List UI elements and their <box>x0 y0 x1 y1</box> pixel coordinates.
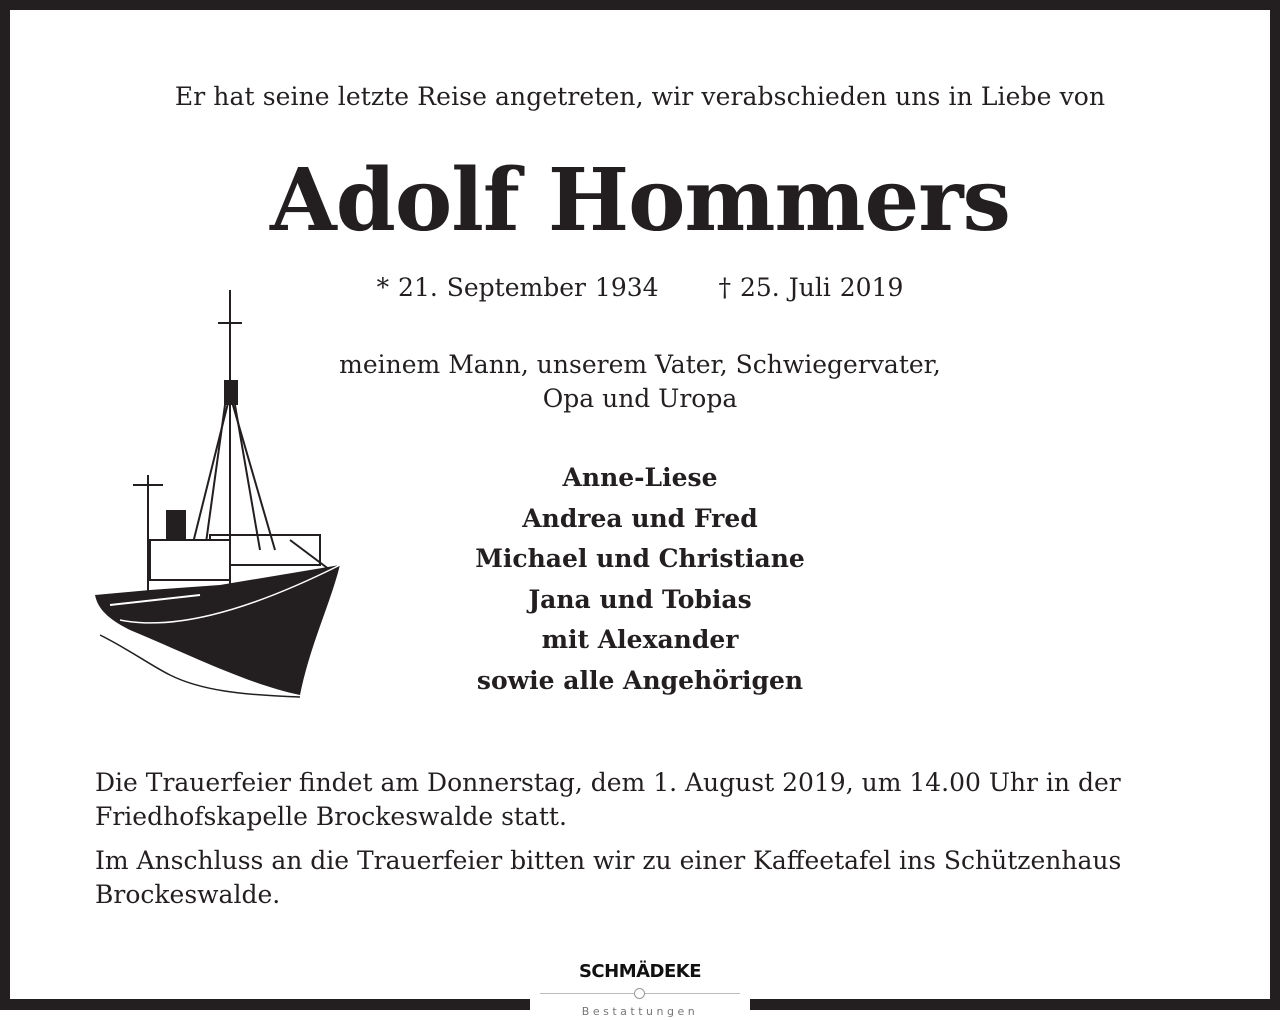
logo-company: SCHMÄDEKE <box>578 961 702 982</box>
mourner: mit Alexander <box>541 625 739 654</box>
frame-bottom-left <box>0 999 530 1010</box>
mourner: Jana und Tobias <box>528 584 752 614</box>
funeral-paragraph: Die Trauerfeier findet am Donnerstag, dem 1. August 2019, um 14.00 Uhr in der Friedhofskapelle Brockeswalde statt. <box>95 768 1121 831</box>
reception-paragraph: Im Anschluss an die Trauerfeier bitten wir zu einer Kaffeetafel ins Schützenhaus Brockeswalde. <box>95 846 1122 909</box>
mourner: sowie alle Angehörigen <box>476 665 804 695</box>
relation-line: meinem Mann, unserem Vater, Schwiegervater, <box>339 350 941 379</box>
deceased-name: Adolf Hommers <box>270 150 1010 251</box>
mourner: Michael und Christiane <box>475 544 805 573</box>
mourner: Andrea und Fred <box>522 503 758 533</box>
mourner: Anne-Liese <box>562 463 718 492</box>
logo-subtitle: Bestattungen <box>581 1005 699 1018</box>
ship-icon <box>90 285 360 705</box>
relation-line: Opa und Uropa <box>542 384 738 413</box>
funeral-home-logo <box>530 955 750 1020</box>
intro-text: Er hat seine letzte Reise angetreten, wir verabschieden uns in Liebe von <box>174 82 1106 111</box>
funeral-info <box>95 766 1205 922</box>
death-date: † 25. Juli 2019 <box>718 273 904 302</box>
birth-date: * 21. September 1934 <box>376 273 659 302</box>
ring-icon <box>634 988 645 999</box>
frame-bottom-right <box>750 999 1280 1010</box>
